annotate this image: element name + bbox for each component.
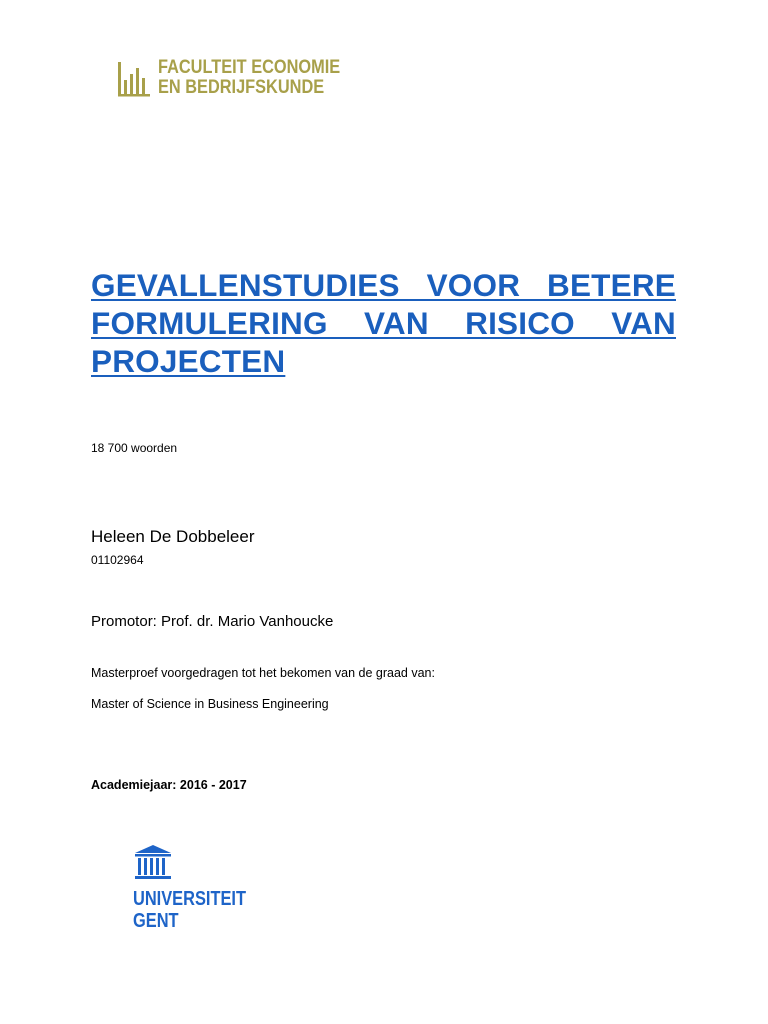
university-name-line1: UNIVERSITEIT [133,888,246,910]
university-building-icon [133,843,173,883]
academic-year: Academiejaar: 2016 - 2017 [91,778,247,792]
university-name-line2: GENT [133,910,179,932]
faculty-name-line1: FACULTEIT ECONOMIE [158,57,341,78]
bar-chart-icon [116,60,152,98]
faculty-logo [116,58,356,100]
masterproef-statement: Masterproef voorgedragen tot het bekomen van de graad van: [91,666,435,680]
student-id: 01102964 [91,553,144,567]
university-logo [133,843,273,933]
degree-name: Master of Science in Business Engineering [91,697,329,711]
thesis-title: GEVALLENSTUDIES VOOR BETERE FORMULERING VAN RISICO VAN PROJECTEN [91,267,676,379]
faculty-name-line2: EN BEDRIJFSKUNDE [158,77,325,98]
author-name: Heleen De Dobbeleer [91,527,255,546]
faculty-name [158,58,340,98]
word-count: 18 700 woorden [91,441,178,455]
promotor: Promotor: Prof. dr. Mario Vanhoucke [91,613,334,630]
university-name [133,888,246,932]
